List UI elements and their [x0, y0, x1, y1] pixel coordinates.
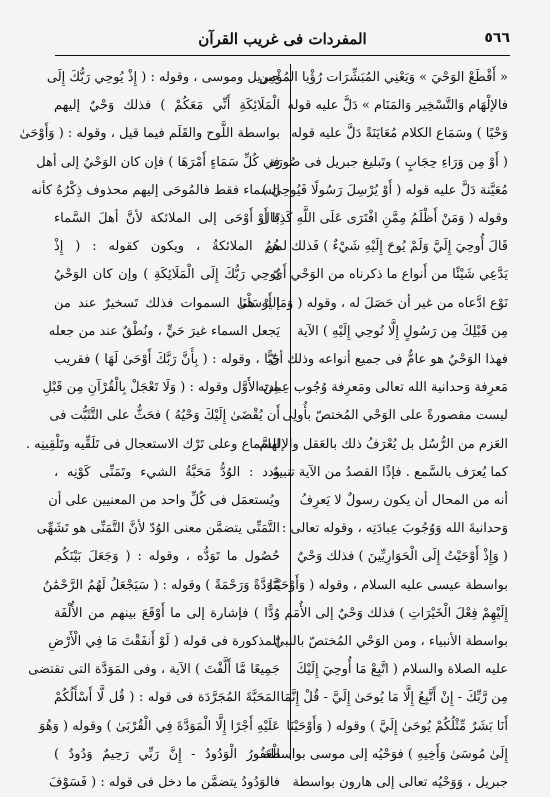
- text-line: نَوْع ادَّعاه من غير أن حَصَلَ له ، وقوله ( وَمَا أَرْسَلْنَا: [238, 295, 508, 311]
- text-line: حَيًّا ، وقوله : ( بِأَنَّ رَبَّكَ أَوْحَىٰ لَهَا ) فقريب: [54, 352, 280, 368]
- text-line: أنه من المحال أن يكون رسولٌ لا يَعرِفُ: [299, 493, 508, 509]
- text-line: يَدَّعِي شَيْئًا من أَنواع ما ذكرناه من الوَحْي أَىّ: [272, 267, 508, 283]
- text-line: مِن قَبْلِكَ مِن رَسُولٍ إِلَّا نُوحِي إِلَيْهِ ) الآية: [297, 323, 508, 339]
- text-line: السماء فقط فالمُوحَى إليهم محذوف ذِكْرُهُ كأنه: [31, 182, 280, 198]
- text-line: قال أَوْحَى إلى الملائكة لأنَّ أهلَ السَّماء: [54, 211, 280, 227]
- text-line: المذكورة فى قوله ( لَوْ أَنفَقْتَ مَا فِي الْأَرْضِ: [48, 634, 280, 650]
- text-line: إليه هى السموات فذلك تَسخيرٌ عند من: [54, 295, 280, 311]
- text-line: جبريل وموسى ، وقوله : ( إِذْ يُوحِي رَبُّكَ إِلَى: [46, 70, 280, 85]
- text-line: كما يُعرَف بالسَّمع . فإذًا القصدُ من الآية تنبيهٌ: [272, 464, 508, 480]
- text-line: مَّوَدَّةً وَرَحْمَةً ) وقوله : ( سَيَجْعَلُ لَهُمُ الرَّحْمَٰنُ: [42, 577, 280, 593]
- text-line: المَحَبَّةَ المُجَرَّدَة فى قوله : ( قُل لَّا أَسْأَلُكُمْ: [54, 690, 280, 706]
- text-line: « أَقْطَعْ الوَحْيَ » وَيَعْنِي المُبَشِّرَات رُؤْيا المُؤْمِن: [259, 70, 508, 85]
- text-line: مِنَ الأَوَّل وقوله : ( وَلَا تَعْجَلْ بِالْقُرْآنِ مِن قَبْلِ: [42, 380, 280, 396]
- left-column: [19, 64, 280, 791]
- text-line: وَحْيًا ) وسَمَاع الكلام مُعَايَنَةً دَلَّ عليه قوله: [291, 126, 508, 142]
- text-line: ( وَإِذْ أَوْحَيْتُ إِلَى الْحَوَارِيِّينَ ) فذلك وَحْيٌ: [297, 549, 508, 565]
- text-line: ويُستعمَل فى كُلِّ واحد من المعنيين على أن: [48, 493, 280, 509]
- text-line: فِي كُلِّ سَمَاءٍ أَمْرَهَا ) فإن كان الوَحْيُ إلى أهل: [36, 154, 280, 170]
- text-line: عَلَيْهِ أَجْرًا إِلَّا الْمَوَدَّةَ فِي الْقُرْبَىٰ ) وقوله ( وَهُوَ: [39, 718, 280, 734]
- text-line: التَّمَنِّى يتضمَّن معنى الوُدّ لأنَّ التَّمَنِّى هو تَشَهِّى: [36, 521, 280, 537]
- header-rule: [55, 55, 510, 56]
- right-column: [238, 64, 508, 791]
- text-line: السَّماع وعلى تَرْك الاستعجال فى تَلَقِّيه وتَلْقِينِه .: [25, 436, 280, 452]
- page-number: ٥٦٦: [484, 30, 510, 46]
- text-line: العَزم من الرُّسُل بل يُعْرَفُ ذلك بالعَقل والإلهام: [259, 436, 508, 452]
- text-line: مُعَيَّنة دَلَّ عليه قوله ( أَوْ يُرْسِلَ رَسُولًا فَيُوحِيَ ): [262, 182, 508, 198]
- text-line: بواسطة الأنبياء ، ومن الوَحْي المُختصّ بالنبيّ: [274, 634, 508, 650]
- text-line: حُصُول ما تَوَدُّه ، وقوله : ( وَجَعَلَ بَيْنَكُم: [54, 549, 280, 565]
- text-line: ودد : الوُدُّ مَحَبَّةُ الشيء وتَمَنِّى كَوْنِه ،: [54, 464, 280, 480]
- text-line: الْغَفُورُ الْوَدُودُ - إِنَّ رَبِّي رَحِيمٌ وَدُودٌ ): [54, 746, 280, 762]
- text-line: مَعرِفة وَحدانية الله تعالى ومَعرِفة وُجُوب عِبادته: [257, 380, 508, 396]
- text-line: أَنَا بَشَرٌ مِّثْلُكُمْ يُوحَىٰ إِلَيَّ ) وقوله ( وَأَوْحَيْنَا: [286, 718, 508, 734]
- text-line: جَمِيعًا مَّا أَلَّفْتَ ) الآية ، وفى المَوَدَّة التى تقتضى: [28, 662, 280, 678]
- text-line: هُمُ الملائكةُ ، ويكون كقوله : ( إِذْ: [54, 239, 280, 255]
- text-line: قَالَ أُوحِيَ إِلَيَّ وَلَمْ يُوحَ إِلَيْهِ شَيْءٌ ) فَذلك لمن: [265, 239, 508, 255]
- text-line: مِن رَّبِّكَ - إِنْ أَتَّبِعُ إِلَّا مَا يُوحَىٰ إِلَيَّ - قُلْ إِنَّمَا: [280, 690, 508, 706]
- text-line: الْمَلَائِكَةِ أَنِّي مَعَكُمْ ) فذلك وَحْيٌ إليهم: [54, 98, 280, 114]
- text-line: إِلَيْهِمْ فِعْلَ الْخَيْرَاتِ ) فذلك وَحْيٌ إلى الأُمَم: [284, 605, 508, 621]
- page-header: [55, 24, 510, 54]
- text-line: إِلَىٰ مُوسَىٰ وَأَخِيهِ ) فوَحْيُه إلى موسى بواسطة: [263, 746, 508, 762]
- text-line: فالوَدُودُ يتضمَّن ما دخل فى قوله : ( فَسَوْفَ: [49, 775, 280, 791]
- running-title: المفردات فى غريب القرآن: [198, 30, 367, 48]
- text-line: وُدًّا ) فإشارة إلى ما أَوْقَعَ بينهم من الأُلْفَة: [54, 605, 280, 621]
- text-line: ليست مقصورةً على الوَحْي المُختصّ بأُولِى: [282, 408, 508, 424]
- text-line: فهذا الوَحْيُ هو عامٌّ فى جميع أنواعه وذلك أنّ: [269, 352, 508, 368]
- text-line: عليه الصلاة والسلام ( اتَّبِعْ مَا أُوحِيَ إِلَيْكَ: [296, 662, 508, 678]
- text-line: ( أَوْ مِن وَرَاءِ حِجَابٍ ) وتَبليغ جبريل فى صُورَة: [269, 154, 508, 170]
- text-line: فالإلْهَام وَالتَّسْخِير وَالمَنَام » دَلَّ عليه قوله: [287, 98, 508, 114]
- text-line: جبريل ، وَوَحْيُه تعالى إلى هارون بواسطة: [292, 775, 508, 791]
- text-line: أَن يُقْضَىٰ إِلَيْكَ وَحْيُهُ ) فحَثٌّ على التَّثَبُّت فى: [49, 408, 280, 424]
- text-line: يُوحِي رَبُّكَ إِلَى الْمَلَائِكَةِ ) وإن كان الوَحْيُ: [54, 267, 280, 283]
- text-line: بواسطة عيسى عليه السلام ، وقوله ( وَأَوْحَيْنَا: [269, 577, 508, 593]
- column-divider: [290, 64, 291, 760]
- text-line: وقوله ( وَمَنْ أَظْلَمُ مِمَّنِ افْتَرَى عَلَى اللَّهِ كَذِبًا أَوْ: [257, 211, 508, 227]
- text-line: وَحدانيةَ الله وَوُجُوبَ عِبادَتِه ، وقوله تعالى :: [282, 521, 508, 537]
- text-line: بواسطة اللَّوح والقَلَم فيما قيل ، وقوله : ( وَأَوْحَىٰ: [19, 126, 280, 142]
- text-line: يَجعل السماء غيرَ حَيٍّ ، ونُطْقٌ عند من جعله: [48, 323, 280, 339]
